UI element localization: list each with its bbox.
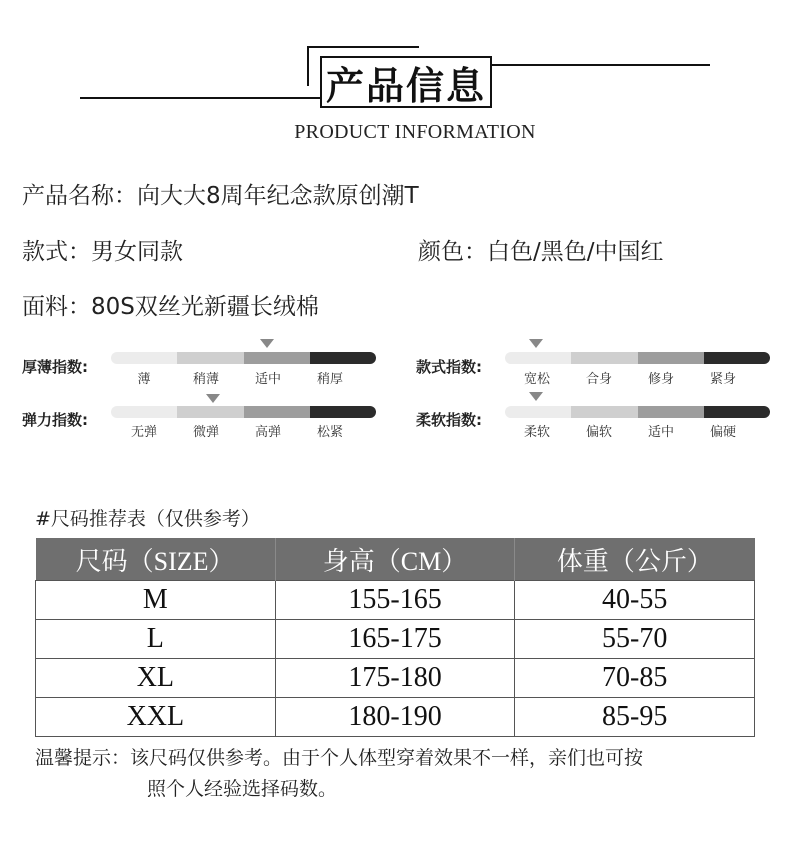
size-table <box>35 538 755 737</box>
table-cell: 180-190 <box>275 698 515 737</box>
index-tick: 柔软 <box>523 425 550 440</box>
index-tick: 修身 <box>647 372 674 387</box>
index-bar <box>505 352 770 364</box>
table-cell: 70-85 <box>515 659 755 698</box>
header-line-left <box>80 97 320 99</box>
index-bar <box>111 352 376 364</box>
product-fabric: 面料：80S双丝光新疆长绒棉 <box>22 294 319 320</box>
index-bar <box>111 406 376 418</box>
index-tick: 松紧 <box>316 425 343 440</box>
index-marker <box>260 339 274 348</box>
index-label: 柔软指数: <box>416 411 482 429</box>
index-tick: 偏硬 <box>709 425 736 440</box>
table-cell: L <box>36 620 276 659</box>
table-row <box>36 659 755 698</box>
table-cell: M <box>36 581 276 620</box>
table-cell: 85-95 <box>515 698 755 737</box>
table-header-row <box>36 538 755 581</box>
page-title: 产品信息 <box>325 62 486 108</box>
size-note-line2: 照个人经验选择码数。 <box>147 778 338 800</box>
table-cell: 40-55 <box>515 581 755 620</box>
table-row <box>36 698 755 737</box>
column-header-weight: 体重（公斤） <box>515 538 755 581</box>
index-marker <box>529 339 543 348</box>
table-cell: XL <box>36 659 276 698</box>
index-tick: 微弹 <box>192 425 219 440</box>
table-row <box>36 620 755 659</box>
index-tick: 稍厚 <box>316 372 343 387</box>
index-tick: 合身 <box>585 372 612 387</box>
header-frame-side <box>307 46 309 86</box>
table-cell: 165-175 <box>275 620 515 659</box>
index-tick: 适中 <box>254 372 281 387</box>
index-tick: 适中 <box>647 425 674 440</box>
index-bar <box>505 406 770 418</box>
header-frame-top <box>307 46 419 48</box>
index-marker <box>206 394 220 403</box>
column-header-size: 尺码（SIZE） <box>36 538 276 581</box>
index-tick: 薄 <box>137 372 151 387</box>
table-cell: XXL <box>36 698 276 737</box>
index-tick: 无弹 <box>130 425 157 440</box>
index-label: 厚薄指数: <box>22 358 88 376</box>
index-tick: 高弹 <box>254 425 281 440</box>
index-marker <box>529 392 543 401</box>
product-style: 款式：男女同款 <box>22 239 183 265</box>
size-table-title: #尺码推荐表（仅供参考） <box>35 508 260 530</box>
index-label: 弹力指数: <box>22 411 88 429</box>
column-header-height: 身高（CM） <box>275 538 515 581</box>
product-color: 颜色：白色/黑色/中国红 <box>418 239 664 265</box>
index-label: 款式指数: <box>416 358 482 376</box>
header-line-right <box>492 64 710 66</box>
page-subtitle: PRODUCT INFORMATION <box>294 121 536 143</box>
table-cell: 55-70 <box>515 620 755 659</box>
size-note-line1: 温馨提示：该尺码仅供参考。由于个人体型穿着效果不一样，亲们也可按 <box>35 747 644 769</box>
index-tick: 紧身 <box>709 372 736 387</box>
product-name: 产品名称：向大大8周年纪念款原创潮T <box>22 183 419 209</box>
index-tick: 宽松 <box>523 372 550 387</box>
table-row <box>36 581 755 620</box>
title-box <box>320 56 492 108</box>
table-cell: 155-165 <box>275 581 515 620</box>
table-cell: 175-180 <box>275 659 515 698</box>
index-tick: 稍薄 <box>192 372 219 387</box>
index-tick: 偏软 <box>585 425 612 440</box>
